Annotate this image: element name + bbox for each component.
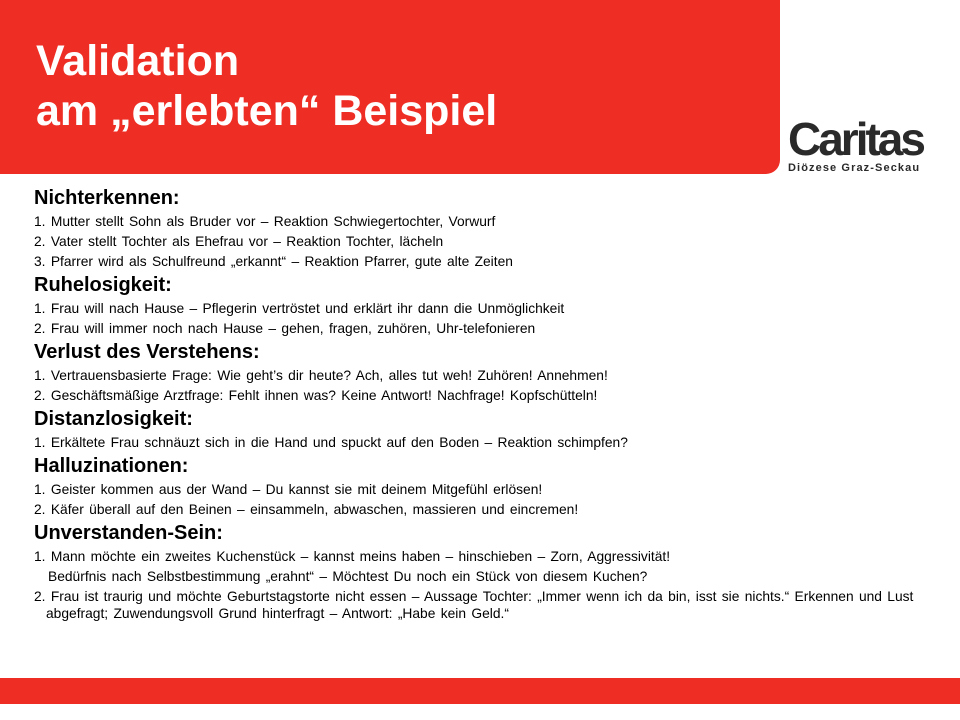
list-item-continuation: Bedürfnis nach Selbstbestimmung „erahnt“ – Möchtest Du noch ein Stück von diesem Kuchen? (48, 569, 648, 584)
list-item: 1. Mutter stellt Sohn als Bruder vor – Reaktion Schwiegertochter, Vorwurf (34, 214, 496, 229)
list-item: 1. Vertrauensbasierte Frage: Wie geht’s dir heute? Ach, alles tut weh! Zuhören! Annehmen! (34, 368, 608, 383)
list-item: 2. Frau will immer noch nach Hause – gehen, fragen, zuhören, Uhr-telefonieren (34, 321, 536, 336)
footer-bar (0, 678, 960, 704)
list-item: 1. Mann möchte ein zweites Kuchenstück – kannst meins haben – hinschieben – Zorn, Aggressivität! (34, 549, 671, 564)
slide-body (34, 186, 934, 625)
list-item: 1. Frau will nach Hause – Pflegerin vertröstet und erklärt ihr dann die Unmöglichkeit (34, 301, 565, 316)
list-item: 2. Vater stellt Tochter als Ehefrau vor – Reaktion Tochter, lächeln (34, 234, 444, 249)
section-heading: Halluzinationen: (34, 455, 189, 477)
title-banner (0, 0, 780, 174)
slide-title (36, 36, 497, 136)
slide-title-line-2: am „erlebten“ Beispiel (36, 87, 498, 135)
section-heading: Unverstanden-Sein: (34, 522, 223, 544)
logo-subtitle: Diözese Graz-Seckau (788, 162, 921, 174)
section-heading: Nichterkennen: (34, 187, 180, 209)
list-item: 2. Käfer überall auf den Beinen – einsammeln, abwaschen, massieren und eincremen! (34, 502, 579, 517)
list-item: 2. Geschäftsmäßige Arztfrage: Fehlt ihnen was? Keine Antwort! Nachfrage! Kopfschütteln! (34, 388, 598, 403)
list-item: 3. Pfarrer wird als Schulfreund „erkannt“ – Reaktion Pfarrer, gute alte Zeiten (34, 254, 513, 269)
section-heading: Ruhelosigkeit: (34, 274, 172, 296)
caritas-logo (788, 113, 933, 175)
slide-title-line-1: Validation (36, 37, 240, 85)
list-item: 1. Geister kommen aus der Wand – Du kannst sie mit deinem Mitgefühl erlösen! (34, 482, 543, 497)
section-heading: Distanzlosigkeit: (34, 408, 193, 430)
list-item: 2. Frau ist traurig und möchte Geburtstagstorte nicht essen – Aussage Tochter: „Immer wenn ich da bin, isst sie nichts.“ Erkennen und Lust abgefragt; Zuwendungsvoll Grund hinterfragt – Antwort: „Habe kein Geld.“ (34, 589, 914, 621)
list-item: 1. Erkältete Frau schnäuzt sich in die Hand und spuckt auf den Boden – Reaktion schimpfen? (34, 435, 628, 450)
section-heading: Verlust des Verstehens: (34, 341, 260, 363)
logo-wordmark: Caritas (788, 113, 923, 165)
